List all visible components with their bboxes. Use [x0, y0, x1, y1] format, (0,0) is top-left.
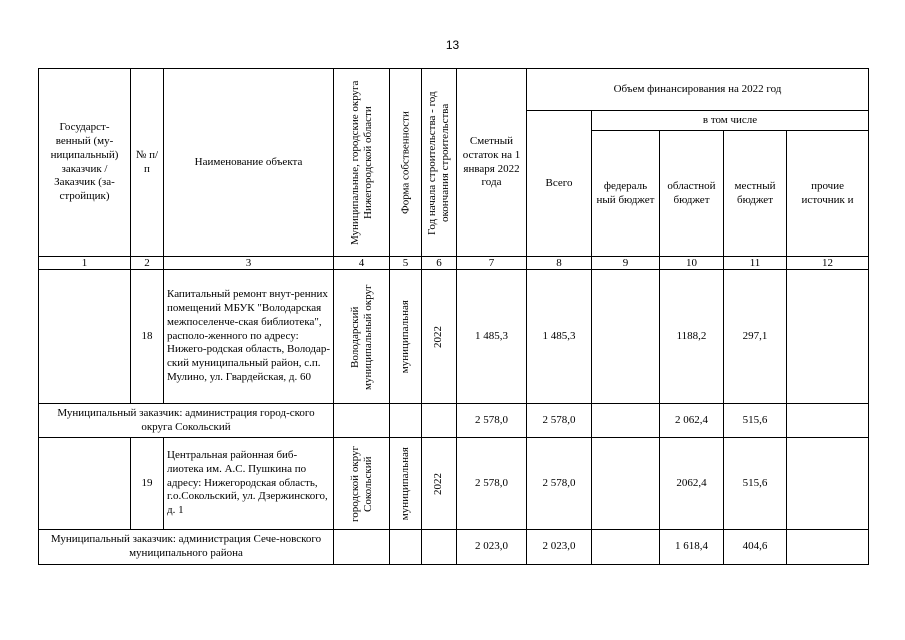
page-number: 13	[445, 38, 460, 52]
column-number: 4	[334, 257, 390, 270]
table-row-19	[39, 438, 869, 530]
row-remaining: 1 485,3	[457, 270, 527, 404]
subtotal-local: 515,6	[724, 404, 787, 438]
column-number: 7	[457, 257, 527, 270]
column-number: 2	[131, 257, 164, 270]
row-municipality-cell	[334, 270, 390, 404]
table-row-18	[39, 270, 869, 404]
header-remaining-cost: Сметный остаток на 1 января 2022 года	[457, 69, 527, 257]
row-customer	[39, 438, 131, 530]
row-municipality: городской округ Сокольский	[348, 445, 374, 522]
row-total: 1 485,3	[527, 270, 592, 404]
row-year: 2022	[432, 325, 445, 348]
header-ownership-cell	[390, 69, 422, 257]
column-number: 5	[390, 257, 422, 270]
subtotal-year	[422, 404, 457, 438]
row-ownership: муниципальная	[398, 299, 411, 374]
column-number: 10	[660, 257, 724, 270]
row-ownership: муниципальная	[398, 446, 411, 521]
header-total: Всего	[527, 111, 592, 257]
subtotal-regional: 2 062,4	[660, 404, 724, 438]
subtotal-total: 2 023,0	[527, 530, 592, 565]
row-regional: 1188,2	[660, 270, 724, 404]
row-num: 19	[131, 438, 164, 530]
row-customer	[39, 270, 131, 404]
subtotal-remaining: 2 023,0	[457, 530, 527, 565]
column-number: 3	[164, 257, 334, 270]
subtotal-ownership	[390, 404, 422, 438]
subtotal-other	[787, 404, 869, 438]
row-regional: 2062,4	[660, 438, 724, 530]
row-ownership-cell	[390, 438, 422, 530]
subtotal-year	[422, 530, 457, 565]
row-local: 297,1	[724, 270, 787, 404]
row-other	[787, 438, 869, 530]
row-federal	[592, 270, 660, 404]
row-ownership-cell	[390, 270, 422, 404]
header-funding-volume: Объем финансирования на 2022 год	[527, 69, 869, 111]
subtotal-label: Муниципальный заказчик: администрация город-ского округа Сокольский	[39, 404, 334, 438]
subtotal-municipality	[334, 530, 390, 565]
header-ownership: Форма собственности	[398, 111, 411, 214]
header-num: № п/п	[131, 69, 164, 257]
subtotal-label: Муниципальный заказчик: администрация Сече-новского муниципального района	[39, 530, 334, 565]
column-number: 6	[422, 257, 457, 270]
column-number: 8	[527, 257, 592, 270]
subtotal-local: 404,6	[724, 530, 787, 565]
header-federal: федераль ный бюджет	[592, 131, 660, 257]
column-number-row	[39, 257, 869, 270]
financing-table	[38, 68, 869, 565]
header-row-1	[39, 69, 869, 111]
header-local: местный бюджет	[724, 131, 787, 257]
header-other: прочие источник и	[787, 131, 869, 257]
header-regional: областной бюджет	[660, 131, 724, 257]
row-other	[787, 270, 869, 404]
header-including: в том числе	[592, 111, 869, 131]
header-municipality: Муниципальные, городские округа Нижегородской области	[348, 80, 374, 245]
header-years-cell	[422, 69, 457, 257]
subtotal-row-sechenovsky	[39, 530, 869, 565]
subtotal-municipality	[334, 404, 390, 438]
column-number: 12	[787, 257, 869, 270]
subtotal-total: 2 578,0	[527, 404, 592, 438]
header-customer: Государст-венный (му-ниципальный) заказчик / Заказчик (за-стройщик)	[39, 69, 131, 257]
row-year: 2022	[432, 472, 445, 495]
column-number: 1	[39, 257, 131, 270]
row-object-name: Капитальный ремонт внут-ренних помещений МБУК "Володарская межпоселенче-ская библиотека", располо-женного по адресу: Нижего-родская область, Володар-ский муниципальный район, с.п. Мулино, ул. Гвардейская, д. 60	[164, 270, 334, 404]
subtotal-row-sokolsky	[39, 404, 869, 438]
row-local: 515,6	[724, 438, 787, 530]
subtotal-other	[787, 530, 869, 565]
row-num: 18	[131, 270, 164, 404]
column-number: 9	[592, 257, 660, 270]
row-remaining: 2 578,0	[457, 438, 527, 530]
subtotal-federal	[592, 404, 660, 438]
header-years: Год начала строительства - год окончания строительства	[425, 90, 451, 235]
row-municipality-cell	[334, 438, 390, 530]
header-municipality-cell	[334, 69, 390, 257]
row-federal	[592, 438, 660, 530]
column-number: 11	[724, 257, 787, 270]
subtotal-regional: 1 618,4	[660, 530, 724, 565]
row-municipality: Володарский муниципальный округ	[348, 283, 374, 390]
row-object-name: Центральная районная биб-лиотека им. А.С. Пушкина по адресу: Нижегородская область, г.о.Сокольский, ул. Дзержинского, д. 1	[164, 438, 334, 530]
subtotal-ownership	[390, 530, 422, 565]
header-object-name: Наименование объекта	[164, 69, 334, 257]
row-year-cell	[422, 270, 457, 404]
subtotal-remaining: 2 578,0	[457, 404, 527, 438]
row-total: 2 578,0	[527, 438, 592, 530]
subtotal-federal	[592, 530, 660, 565]
row-year-cell	[422, 438, 457, 530]
